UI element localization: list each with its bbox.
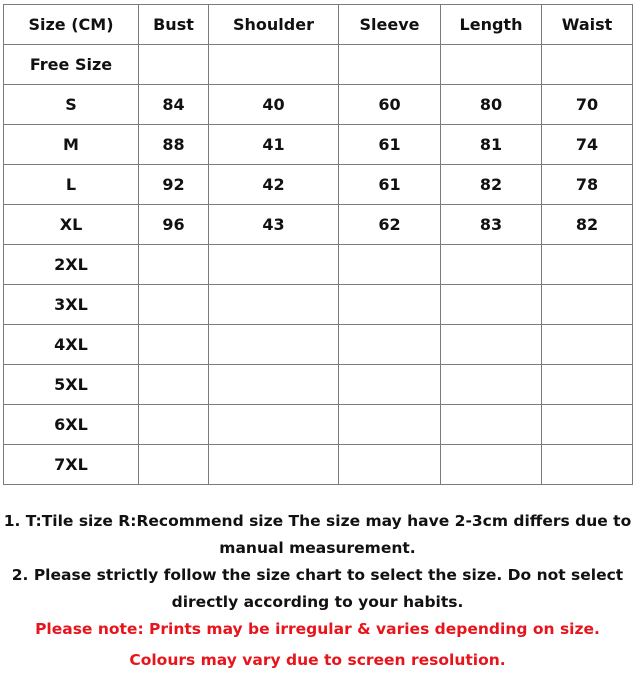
cell-waist [542,325,633,365]
header-size: Size (CM) [4,5,139,45]
cell-size: Free Size [4,45,139,85]
cell-sleeve: 60 [339,85,441,125]
cell-length [441,405,542,445]
cell-sleeve [339,285,441,325]
table-row [4,365,633,405]
cell-shoulder [209,245,339,285]
cell-length [441,285,542,325]
cell-waist [542,45,633,85]
cell-length: 83 [441,205,542,245]
cell-waist: 78 [542,165,633,205]
cell-size: 4XL [4,325,139,365]
cell-shoulder: 41 [209,125,339,165]
warning-colours: Colours may vary due to screen resolution. [129,651,506,669]
cell-shoulder [209,365,339,405]
cell-bust [139,285,209,325]
cell-sleeve [339,445,441,485]
cell-sleeve: 62 [339,205,441,245]
cell-length [441,365,542,405]
cell-size: 6XL [4,405,139,445]
cell-waist: 82 [542,205,633,245]
cell-waist [542,445,633,485]
table-row [4,85,633,125]
cell-shoulder [209,45,339,85]
cell-shoulder: 42 [209,165,339,205]
cell-waist [542,245,633,285]
cell-shoulder [209,405,339,445]
cell-length: 81 [441,125,542,165]
cell-size: S [4,85,139,125]
cell-length: 80 [441,85,542,125]
cell-size: XL [4,205,139,245]
cell-sleeve: 61 [339,165,441,205]
cell-waist [542,405,633,445]
cell-bust: 96 [139,205,209,245]
cell-sleeve [339,325,441,365]
header-length: Length [441,5,542,45]
table-row [4,325,633,365]
warning-prints: Please note: Prints may be irregular & varies depending on size. [35,620,600,638]
cell-length [441,325,542,365]
header-sleeve: Sleeve [339,5,441,45]
cell-sleeve [339,365,441,405]
size-chart-table [3,4,633,485]
cell-size: L [4,165,139,205]
cell-size: 5XL [4,365,139,405]
cell-bust [139,325,209,365]
cell-shoulder [209,325,339,365]
cell-shoulder [209,285,339,325]
table-row [4,405,633,445]
cell-shoulder: 40 [209,85,339,125]
cell-bust [139,245,209,285]
table-row [4,205,633,245]
cell-waist: 74 [542,125,633,165]
cell-waist [542,285,633,325]
cell-bust [139,365,209,405]
cell-size: 3XL [4,285,139,325]
table-row [4,285,633,325]
cell-size: M [4,125,139,165]
cell-shoulder [209,445,339,485]
cell-bust [139,45,209,85]
header-bust: Bust [139,5,209,45]
cell-length [441,245,542,285]
table-row [4,45,633,85]
note-follow-chart: 2. Please strictly follow the size chart to select the size. Do not select directly according to your habits. [11,566,624,611]
cell-waist [542,365,633,405]
header-waist: Waist [542,5,633,45]
cell-sleeve: 61 [339,125,441,165]
table-row [4,245,633,285]
header-shoulder: Shoulder [209,5,339,45]
cell-sleeve [339,245,441,285]
cell-length [441,445,542,485]
table-row [4,165,633,205]
cell-length [441,45,542,85]
table-row [4,445,633,485]
cell-bust [139,445,209,485]
table-row [4,125,633,165]
table-header-row [4,5,633,45]
cell-size: 7XL [4,445,139,485]
note-measurement: 1. T:Tile size R:Recommend size The size may have 2-3cm differs due to manual measurement. [3,512,632,557]
cell-shoulder: 43 [209,205,339,245]
cell-bust: 88 [139,125,209,165]
cell-sleeve [339,405,441,445]
cell-bust: 92 [139,165,209,205]
size-notes [0,508,635,677]
cell-waist: 70 [542,85,633,125]
cell-bust [139,405,209,445]
cell-length: 82 [441,165,542,205]
cell-size: 2XL [4,245,139,285]
cell-bust: 84 [139,85,209,125]
cell-sleeve [339,45,441,85]
